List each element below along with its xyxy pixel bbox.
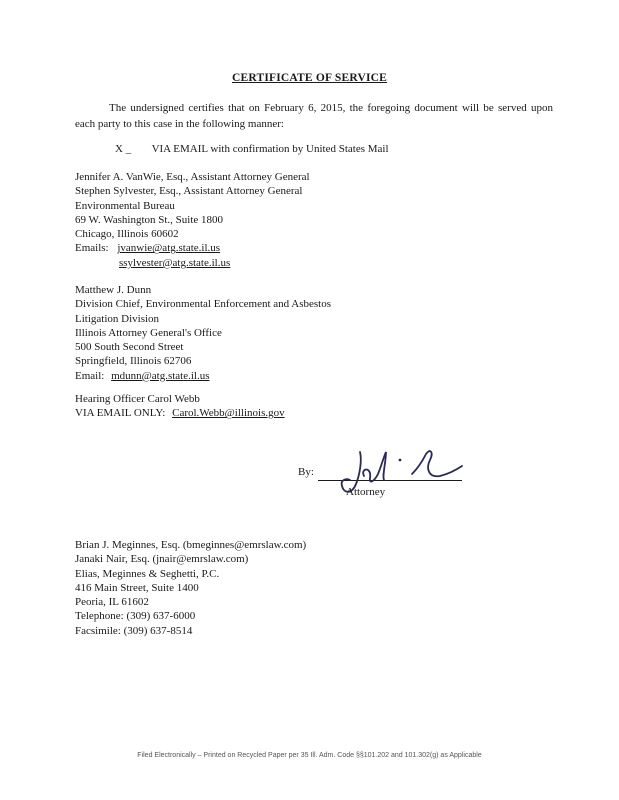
document-title: CERTIFICATE OF SERVICE <box>231 72 388 84</box>
party1-emails <box>75 241 310 255</box>
email-link-webb[interactable]: Carol.Webb@illinois.gov <box>172 407 285 420</box>
party-block-1 <box>75 170 310 270</box>
method-text: VIA EMAIL with confirmation by United States Mail <box>151 143 389 155</box>
party2-line: Litigation Division <box>75 312 160 325</box>
party1-line: 69 W. Washington St., Suite 1800 <box>75 213 224 226</box>
sender-line: Brian J. Meginnes, Esq. (bmeginnes@emrslaw.com) <box>75 539 307 551</box>
party-block-2 <box>75 283 331 383</box>
sender-line: Telephone: (309) 637-6000 <box>75 610 196 623</box>
page-footer: Filed Electronically – Printed on Recycled Paper per 35 Ill. Adm. Code §§101.202 and 101.302(g) as Applicable <box>137 752 482 759</box>
intro-paragraph: The undersigned certifies that on February 6, 2015, the foregoing document will be served upon each party to this case in the following manner: <box>75 102 553 130</box>
party2-line: Matthew J. Dunn <box>75 284 152 296</box>
email-link-vanwie[interactable]: jvanwie@atg.state.il.us <box>117 242 221 255</box>
method-mark: X _ <box>115 143 132 155</box>
sender-line: Janaki Nair, Esq. (jnair@emrslaw.com) <box>75 553 249 566</box>
party1-line: Chicago, Illinois 60602 <box>75 228 179 241</box>
party2-line: Illinois Attorney General's Office <box>75 326 222 339</box>
party2-line: Division Chief, Environmental Enforcement and Asbestos <box>75 298 332 311</box>
party1-line: Jennifer A. VanWie, Esq., Assistant Attorney General <box>75 171 310 183</box>
email-link-dunn[interactable]: mdunn@atg.state.il.us <box>111 369 210 382</box>
party2-email-row <box>75 369 331 383</box>
emails-label: Emails: <box>75 242 109 255</box>
email-label: Email: <box>75 369 105 382</box>
sender-block <box>75 538 306 638</box>
email-link-sylvester[interactable]: ssylvester@atg.state.il.us <box>119 256 231 269</box>
sender-line: 416 Main Street, Suite 1400 <box>75 581 199 594</box>
party1-email-2-row <box>75 256 310 270</box>
sender-line: Facsimile: (309) 637-8514 <box>75 624 193 637</box>
party-block-3 <box>75 392 285 421</box>
party3-email-row <box>75 406 285 420</box>
sender-line: Elias, Meginnes & Seghetti, P.C. <box>75 567 220 580</box>
party3-line: Hearing Officer Carol Webb <box>75 393 200 405</box>
party1-line: Environmental Bureau <box>75 199 175 212</box>
party2-line: Springfield, Illinois 62706 <box>75 355 192 368</box>
service-method <box>115 143 389 155</box>
party2-line: 500 South Second Street <box>75 341 184 354</box>
email-only-label: VIA EMAIL ONLY: <box>75 407 166 420</box>
by-label: By: <box>298 466 314 478</box>
party1-line: Stephen Sylvester, Esq., Assistant Attorney General <box>75 185 303 198</box>
attorney-label: Attorney <box>346 486 386 498</box>
sender-line: Peoria, IL 61602 <box>75 596 149 609</box>
